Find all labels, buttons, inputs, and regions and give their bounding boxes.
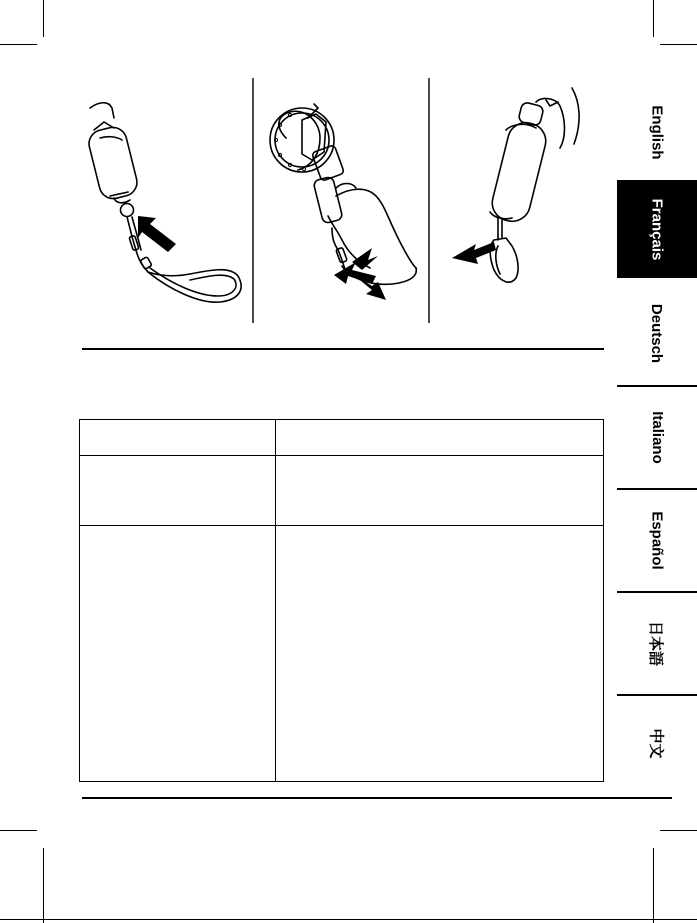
table-row: [80, 456, 604, 526]
tab-label: 中文: [647, 728, 665, 759]
tab-label: Deutsch: [648, 303, 666, 363]
tab-label: Español: [648, 510, 666, 570]
tab-label: 日本語: [647, 620, 665, 666]
horizontal-rule: [82, 797, 672, 799]
illustration-panel: [80, 78, 605, 323]
table-cell: [80, 456, 276, 526]
tab-deutsch[interactable]: [617, 283, 697, 383]
tab-divider: [617, 488, 697, 490]
tab-label: Français: [648, 198, 666, 260]
horizontal-rule: [82, 348, 604, 350]
crop-mark: [653, 848, 654, 923]
crop-mark: [660, 830, 697, 831]
table-cell: [276, 456, 604, 526]
language-tabs: [593, 88, 697, 790]
spec-table: [79, 419, 604, 782]
crop-mark: [0, 919, 697, 920]
crop-mark: [43, 0, 44, 37]
tab-italiano[interactable]: [617, 388, 697, 486]
tab-label: Italiano: [648, 410, 666, 464]
table-cell: [276, 420, 604, 456]
crop-mark: [660, 44, 697, 45]
tab-divider: [617, 591, 697, 593]
crop-mark: [0, 830, 37, 831]
crop-mark: [0, 44, 37, 45]
table-cell: [80, 420, 276, 456]
tab-chinese[interactable]: [617, 697, 697, 790]
tab-espanol[interactable]: [617, 491, 697, 589]
crop-mark: [653, 0, 654, 37]
carabiner-attach-illustration: [452, 88, 579, 282]
tab-divider: [617, 385, 697, 387]
table-row: [80, 526, 604, 782]
tab-japanese[interactable]: [617, 594, 697, 692]
pole-in-hand-illustration: [270, 104, 416, 300]
table-cell: [276, 526, 604, 782]
tab-francais[interactable]: [617, 180, 697, 278]
table-row: [80, 420, 604, 456]
wrist-strap-attach-illustration: [86, 103, 241, 302]
tab-divider: [617, 694, 697, 696]
tab-english[interactable]: [617, 88, 697, 176]
crop-mark: [43, 848, 44, 923]
table-cell: [80, 526, 276, 782]
tab-label: English: [648, 104, 666, 160]
